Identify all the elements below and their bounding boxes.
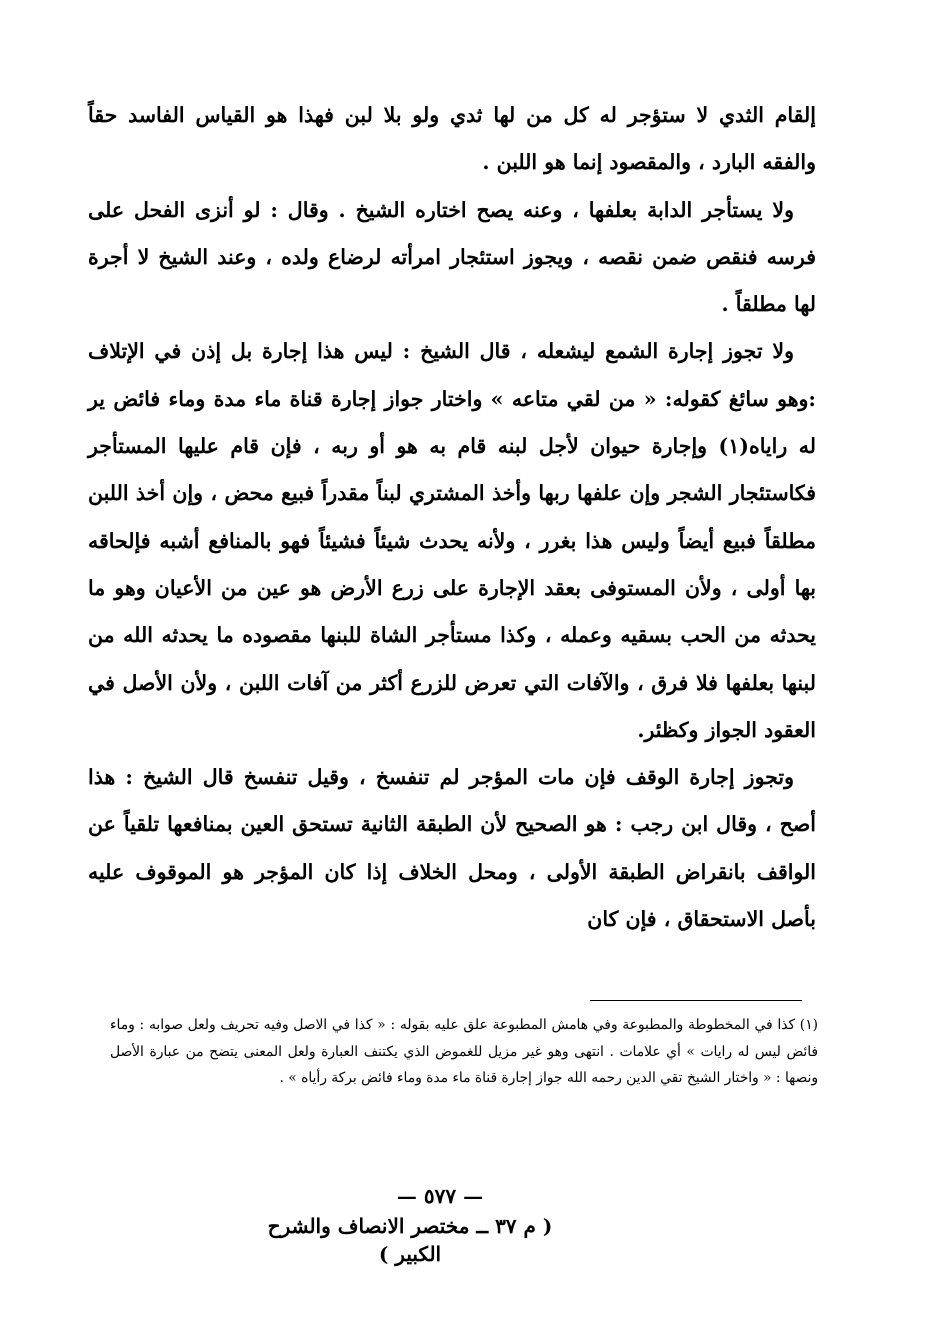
paragraph: وتجوز إجارة الوقف فإن مات المؤجر لم تنفسخ ، وقيل تنفسخ قال الشيخ : هذا أصح ، وقال ابن رجب : هو الصحيح لأن الطبقة الثانية تستحق العين بمنافعها تلقياً عن الواقف بانقراض الطبقة الأولى ، ومحل الخلاف إذا كان المؤجر هو الموقوف عليه بأصل الاستحقاق ، فإن كان	[88, 765, 816, 932]
footnote-separator	[590, 1000, 802, 1001]
main-text	[88, 92, 816, 943]
running-footer: ( م ٣٧ ــ مختصر الانصاف والشرح الكبير )	[267, 1214, 553, 1266]
page-number: — ٥٧٧ —	[396, 1184, 484, 1208]
footnote-1: (١) كذا في المخطوطة والمطبوعة وفي هامش المطبوعة علق عليه بقوله : « كذا في الاصل وفيه تحريف ولعل صوابه : وماء فائض ليس له رايات » أي علامات . انتهى وهو غير مزيل للغموض الذي يكتنف العبارة ولعل المعنى يتضح من عبارة الأصل ونصها : « واختار الشيخ تقي الدين رحمه الله جواز إجارة قناة ماء مدة وماء فائض بركة رأياه » .	[110, 1017, 818, 1086]
paragraph: ولا تجوز إجارة الشمع ليشعله ، قال الشيخ : ليس هذا إجارة بل إذن في الإتلاف :وهو سائغ كقوله: « من لقي متاعه » واختار جواز إجارة قناة ماء مدة وماء فائض ير له راياه(١) وإجارة حيوان لأجل لبنه قام به هو أو ربه ، فإن قام عليها المستأجر فكاستئجار الشجر وإن علفها ربها وأخذ المشتري لبناً مقدراً فبيع محض ، وإن أخذ اللبن مطلقاً فبيع أيضاً وليس هذا بغرر ، ولأنه يحدث شيئاً فشيئاً فهو بالمنافع أشبه فإلحاقه بها أولى ، ولأن المستوفى بعقد الإجارة على زرع الأرض هو عين من الأعيان وهو ما يحدثه من الحب بسقيه وعمله ، وكذا مستأجر الشاة للبنها مقصوده ما يحدثه الله من لبنها بعلفها فلا فرق ، والآفات التي تعرض للزرع أكثر من آفات اللبن ، ولأن الأصل في العقود الجواز وكظئر.	[88, 339, 816, 742]
footnotes	[110, 1012, 818, 1092]
paragraph: ولا يستأجر الدابة بعلفها ، وعنه يصح اختاره الشيخ . وقال : لو أنزى الفحل على فرسه فنقص ضمن نقصه ، ويجوز استئجار امرأته لرضاع ولده ، وعند الشيخ لا أجرة لها مطلقاً .	[88, 197, 816, 317]
paragraph-continuation: إلقام الثدي لا ستؤجر له كل من لها ثدي ولو بلا لبن فهذا هو القياس الفاسد حقاً والفقه البارد ، والمقصود إنما هو اللبن .	[88, 103, 816, 175]
